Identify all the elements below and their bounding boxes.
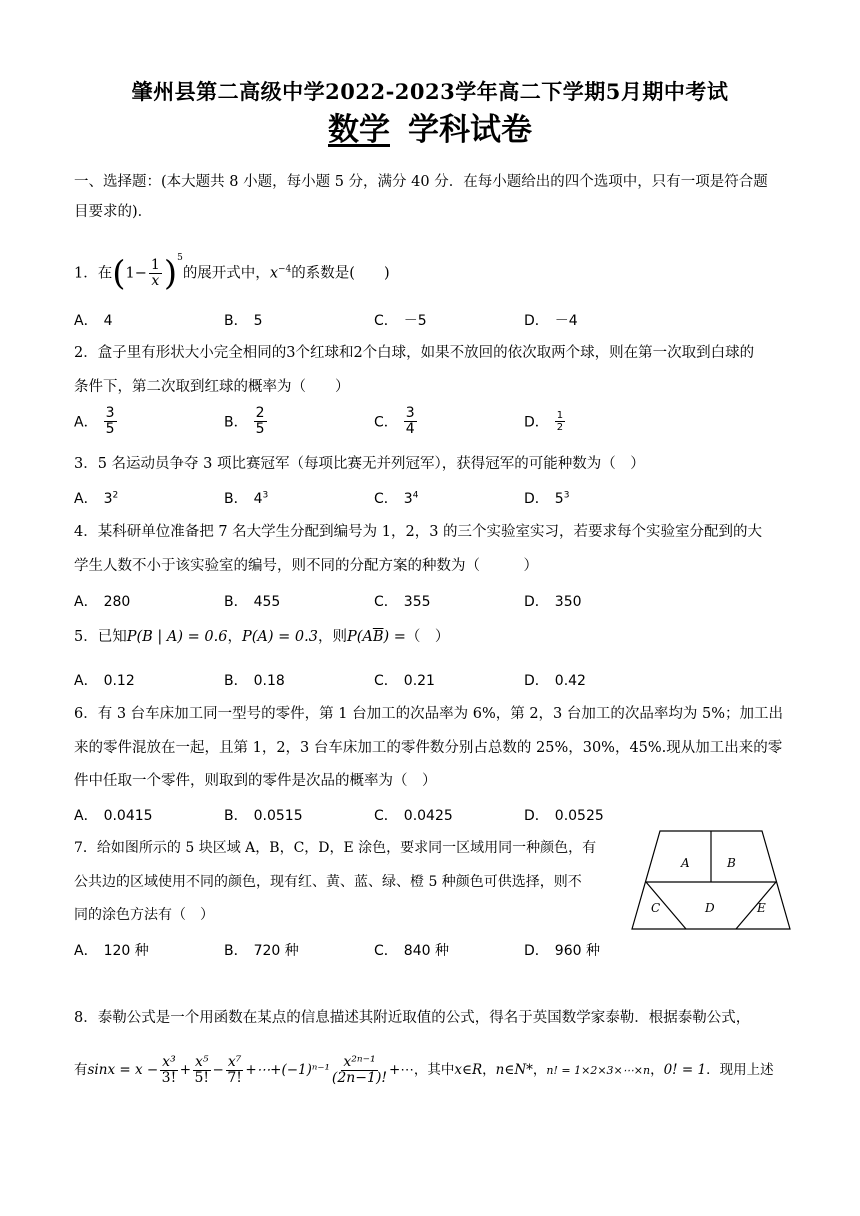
q6-option-b[interactable]: B． 0.0515 xyxy=(224,808,303,824)
question-8-formula: 有sinx = x − $\frac{\text{x³}}{3!}$ + $\frac{\text{x⁵}}{5!}$ − $\frac{\text{x⁷}}{7!}$ +⋯+(−1)ⁿ⁻¹ $\frac{\text{x²ⁿ⁻¹}}{(2n-1)!}$ +⋯，其中x∈R，n∈N*，n! = 1×2×3×⋯×n，0! = 1．现用上述 xyxy=(74,1054,774,1086)
question-7-line1: 7．给如图所示的 5 块区域 A，B，C，D，E 涂色，要求同一区域用同一种颜色，有 xyxy=(74,840,597,856)
q1-option-c[interactable]: C． －5 xyxy=(374,313,427,329)
q4-option-a[interactable]: A． 280 xyxy=(74,594,131,610)
q3-option-b[interactable]: B． $4^3$ xyxy=(224,490,269,507)
subtitle-rest: 学科试卷 xyxy=(408,112,532,148)
question-4-line2: 学生人数不小于该实验室的编号，则不同的分配方案的种数为（ ） xyxy=(74,558,538,574)
question-2-line1: 2．盒子里有形状大小完全相同的3个红球和2个白球，如果不放回的依次取两个球，则在第一次取到白球的 xyxy=(74,345,755,361)
question-3: 3．5 名运动员争夺 3 项比赛冠军（每项比赛无并列冠军），获得冠军的可能种数为（ ） xyxy=(74,456,645,472)
question-2-line2: 条件下，第二次取到红球的概率为（ ） xyxy=(74,379,350,395)
q1-option-d[interactable]: D． －4 xyxy=(524,313,578,329)
q2-option-c[interactable]: C． $\frac{3}{4}$ xyxy=(374,405,415,437)
question-6-line1: 6．有 3 台车床加工同一型号的零件，第 1 台加工的次品率为 6%，第 2，3 台加工的次品率均为 5%；加工出 xyxy=(74,706,784,722)
q6-option-c[interactable]: C． 0.0425 xyxy=(374,808,453,824)
q3-option-a[interactable]: A． $3^2$ xyxy=(74,490,119,507)
exam-subtitle xyxy=(0,104,860,149)
q7-option-a[interactable]: A． 120 种 xyxy=(74,943,149,959)
q3-option-c[interactable]: C． $3^4$ xyxy=(374,490,419,507)
q6-option-a[interactable]: A． 0.0415 xyxy=(74,808,153,824)
q5-option-d[interactable]: D． 0.42 xyxy=(524,673,586,689)
question-7-line2: 公共边的区域使用不同的颜色，现有红、黄、蓝、绿、橙 5 种颜色可供选择，则不 xyxy=(74,874,582,890)
question-5: 5．已知P(B | A) = 0.6，P(A) = 0.3，则$P(A\overline{B})$ =（ ） xyxy=(74,629,450,645)
region-label-d: D xyxy=(705,901,715,915)
q5-option-a[interactable]: A． 0.12 xyxy=(74,673,135,689)
region-label-e: E xyxy=(757,901,766,915)
section-intro-line2: 目要求的)． xyxy=(74,204,153,220)
region-figure xyxy=(630,828,792,932)
q1-option-b[interactable]: B． 5 xyxy=(224,313,263,329)
q5-option-b[interactable]: B． 0.18 xyxy=(224,673,285,689)
question-7-line3: 同的涂色方法有（ ） xyxy=(74,907,214,923)
q4-option-d[interactable]: D． 350 xyxy=(524,594,582,610)
exam-title: 肇州县第二高级中学2022-2023学年高二下学期5月期中考试 xyxy=(131,79,729,104)
q5-option-c[interactable]: C． 0.21 xyxy=(374,673,435,689)
q4-option-b[interactable]: B． 455 xyxy=(224,594,281,610)
question-6-line2: 来的零件混放在一起，且第 1，2，3 台车床加工的零件数分别占总数的 25%，30%，45%.现从加工出来的零 xyxy=(74,740,783,756)
q2-option-d[interactable]: D． $\frac{1}{2}$ xyxy=(524,410,564,433)
fraction: $\frac{1}{x}$ xyxy=(150,257,160,289)
section-intro-line1: 一、选择题：(本大题共 8 小题，每小题 5 分，满分 40 分．在每小题给出的四个选项中，只有一项是符合题 xyxy=(74,174,768,190)
question-8-line1: 8．泰勒公式是一个用函数在某点的信息描述其附近取值的公式，得名于英国数学家泰勒．根据泰勒公式， xyxy=(74,1010,751,1026)
q7-option-b[interactable]: B． 720 种 xyxy=(224,943,299,959)
subject-name: 数学 xyxy=(328,112,390,148)
q7-option-c[interactable]: C． 840 种 xyxy=(374,943,449,959)
region-label-a: A xyxy=(681,856,690,870)
question-4-line1: 4．某科研单位准备把 7 名大学生分配到编号为 1，2，3 的三个实验室实习，若要求每个实验室分配到的大 xyxy=(74,524,763,540)
q1-option-a[interactable]: A． 4 xyxy=(74,313,113,329)
q3-option-d[interactable]: D． $5^3$ xyxy=(524,490,570,507)
q2-option-b[interactable]: B． $\frac{2}{5}$ xyxy=(224,405,265,437)
region-label-c: C xyxy=(651,901,661,915)
q7-option-d[interactable]: D． 960 种 xyxy=(524,943,600,959)
q4-option-c[interactable]: C． 355 xyxy=(374,594,431,610)
question-6-line3: 件中任取一个零件，则取到的零件是次品的概率为（ ） xyxy=(74,773,437,789)
q2-option-a[interactable]: A． $\frac{3}{5}$ xyxy=(74,405,115,437)
question-1: 1．在(1− $\frac{1}{x}$ )$^5$的展开式中，$x^{-4}$的系数是( ) xyxy=(74,252,390,294)
region-label-b: B xyxy=(727,856,736,870)
q6-option-d[interactable]: D． 0.0525 xyxy=(524,808,604,824)
